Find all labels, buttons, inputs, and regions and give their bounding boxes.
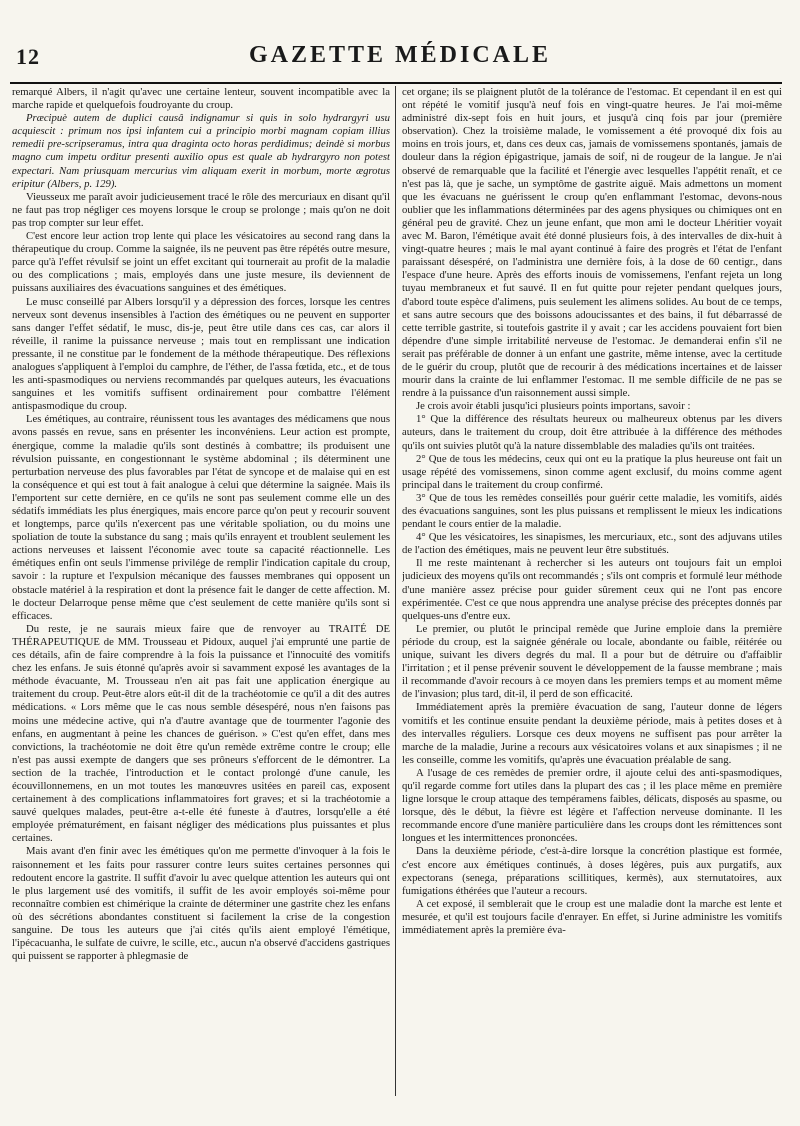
paragraph: A l'usage de ces remèdes de premier ordre, il ajoute celui des anti-spasmodiques, qu'il regarde comme fort utiles dans la plupart des cas ; il les place même en première ligne lorsque le croup attaque des tempéramens faibles, délicats, disposés au spasme, ou lorsque, dès le début, la fièvre est légère et l'affection nerveuse dominante. Il les recommande encore d'une manière particulière dans les croups dont les rémittences sont longues et les intermittences prononcées. xyxy=(402,766,782,845)
paragraph: Immédiatement après la première évacuation de sang, l'auteur donne de légers vomitifs et les continue ensuite pendant la deuxième période, mais à petites doses et à des intervalles réguliers. Lorsque ces deux moyens ne suffisent pas pour arrêter la marche de la maladie, Jurine a recours aux vésicatoires volans et aux sinapismes ; il ne les conseille, comme les vomitifs, qu'après une évacuation préalable de sang. xyxy=(402,701,782,766)
paragraph: remarqué Albers, il n'agit qu'avec une certaine lenteur, souvent incompatible avec la marche rapide et quelquefois foudroyante du croup. xyxy=(12,86,390,112)
list-item: 4° Que les vésicatoires, les sinapismes, les mercuriaux, etc., sont des adjuvans utiles de l'action des émétiques, mais ne peuvent leur être substitués. xyxy=(402,531,782,557)
header-rule xyxy=(10,82,782,84)
right-column xyxy=(402,86,782,1106)
paragraph: Du reste, je ne saurais mieux faire que de renvoyer au TRAITÉ DE THÉRAPEUTIQUE de MM. Trousseau et Pidoux, auquel j'ai emprunté une partie de ces détails, afin de faire comprendre à la fois la puissance et l'innocuité des vomitifs chez les enfans. Je suis étonné qu'après avoir si savamment exposé les avantages de la méthode évacuante, M. Trousseau n'en ait pas fait une application énergique au traitement du croup. Peut-être alors eût-il dit de la trachéotomie ce qu'il a dit des autres médications. « Lors même que le cas nous semble désespéré, nous n'en faisons pas moins une médecine active, qui n'a d'autre avantage que de tourmenter l'agonie des enfans, en augmentant à peine les chances de guérison. » C'est qu'en effet, dans mes convictions, la trachéotomie ne doit être qu'un remède extrême contre le croup; elle n'est pas aussi exempte de dangers que ses prôneurs s'efforcent de le démontrer. La section de la trachée, l'introduction et le contact prolongé d'une canule, les écouvillonnemens, en un mot toutes les manœuvres usitées en pareil cas, exposent certainement à des complications inflammatoires fort graves; et si la trachéotomie a sauvé quelques malades, peut-être a-t-elle été funeste à d'autres, lorsqu'elle a été employée prématurément, en faisant négliger des médications plus puissantes et plus certaines. xyxy=(12,622,390,845)
paragraph: Il me reste maintenant à rechercher si les auteurs ont toujours fait un emploi judicieux des moyens qu'ils ont recommandés ; s'ils ont compris et formulé leur méthode d'une manière assez précise pour guider sûrement ceux qui ne l'ont pas encore expérimentée. C'est ce que nous apprendra une analyse précise des préceptes donnés par quelques-uns d'entre eux. xyxy=(402,557,782,622)
page-title: GAZETTE MÉDICALE xyxy=(248,42,552,68)
paragraph: Le musc conseillé par Albers lorsqu'il y a dépression des forces, lorsque les centres nerveux sont devenus insensibles à l'action des émétiques ou ne peuvent en supporter sans danger l'effet sédatif, le musc, dis-je, peut être utile dans ces cas, car alors il réveille, il ranime la puissance nerveuse ; mais tout en remplissant une indication pressante, il ne constitue par le fondement de la méthode thérapeutique. Des réflexions analogues s'appliquent à l'emploi du camphre, de l'éther, de l'assa fœtida, etc., et de tous les anti-spasmodiques ou nerviens recommandés par quelques auteurs, les évacuations sanguines et les vomitifs suffisent ordinairement pour combattre l'élément antispasmodique du croup. xyxy=(12,295,390,413)
left-column xyxy=(12,86,390,1106)
paragraph: Les émétiques, au contraire, réunissent tous les avantages des médicamens que nous avons passés en revue, sans en présenter les inconvéniens. Leur action est prompte, énergique, comme la maladie qu'ils sont destinés à combattre; ils produisent une révulsion puissante, en congestionnant le système abdominal ; ils déterminent une perturbation nerveuse des plus favorables par l'état de syncope et de malaise qui en est la conséquence et qui est tout à fait analogue à celui que détermine la saignée. Mais ils l'emportent sur cette dernière, en ce qu'ils ne sont pas seulement comme elle un des sédatifs immédiats les plus énergiques, mais encore parce qu'on peut y recourir souvent et longtemps, parce qu'ils n'exercent pas une véritable spoliation, ou du moins une spoliation de toute la substance du sang ; mais qu'ils enrayent et troublent seulement les actions nerveuses et laissent l'économie avec toute sa capacité réactionnelle. Les émétiques enfin ont seuls l'immense privilége de remplir l'indication capitale du croup, savoir : la rupture et l'expulsion mécanique des fausses membranes qui opposent un obstacle matériel à la respiration et dont la présence fait le danger de cette affection. M. le docteur Delarroque pense même que c'est seulement de cette manière qu'ils sont si efficaces. xyxy=(12,413,390,622)
paragraph: C'est encore leur action trop lente qui place les vésicatoires au second rang dans la thérapeutique du croup. Comme la saignée, ils ne peuvent pas être répétés outre mesure, parce qu'à l'effet révulsif se joint un effet excitant qui tournerait au profit de la maladie ou des complications ; mais, employés dans une juste mesure, ils deviennent de puissans auxiliaires des évacuations sanguines et des émétiques. xyxy=(12,230,390,295)
paragraph: Dans la deuxième période, c'est-à-dire lorsque la concrétion plastique est formée, c'est encore aux émétiques continués, à doses légères, puis aux purgatifs, aux expectorans (senega, préparations scillitiques, kermès), aux sternutatoires, aux fumigations éthérées que l'auteur a recours. xyxy=(402,845,782,897)
paragraph: Vieusseux me paraît avoir judicieusement tracé le rôle des mercuriaux en disant qu'il ne faut pas trop négliger ces moyens lorsque le croup se prolonge ; mais qu'on ne doit pas trop compter sur leur effet. xyxy=(12,190,390,229)
latin-quotation: Præcipuè autem de duplici causâ indignamur si quis in solo hydrargyri usu acquiescit : primum nos ipsi infantem cui a principio morbi magnam copiam illius remedii pre-scripseramus, intra qua draginta octo horas perdidimus; deindè si morbus magno cum impetu orditur presenti auxilio opus est quale ab hydrargyro non potest expectari. Nam priusquam mercurius vim aliquam exerit in morbum, morte ægrotus eripitur (Albers, p. 129). xyxy=(12,112,390,190)
column-divider xyxy=(395,86,396,1096)
paragraph: Je crois avoir établi jusqu'ici plusieurs points importans, savoir : xyxy=(416,400,691,413)
list-item: 1° Que la différence des résultats heureux ou malheureux obtenus par les divers auteurs, dans le traitement du croup, doit être attribuée à la différence des méthodes qu'ils ont suivies plutôt qu'à la nature dissemblable des maladies qu'ils ont traitées. xyxy=(402,413,782,452)
paragraph: Mais avant d'en finir avec les émétiques qu'on me permette d'invoquer à la fois le raisonnement et les faits pour rassurer contre leurs suites certaines personnes qui redoutent encore la gastrite. Il suffit d'avoir lu avec quelque attention les auteurs qui ont le plus largement usé des vomitifs, il suffit de les avoir employés soi-même pour reconnaître combien est chimérique la crainte de déterminer une gastrite chez les enfans où des sécrétions abondantes constituent si facilement la crise de la congestion sanguine. De tous les auteurs que j'ai cités qu'ils aient employé l'émétique, l'ipécacuanha, le sulfate de cuivre, le scille, etc., aucun n'a observé d'accidens gastriques qui puissent se rapporter à phlegmasie de xyxy=(12,845,390,963)
list-item: 3° Que de tous les remèdes conseillés pour guérir cette maladie, les vomitifs, aidés des évacuations sanguines, sont les plus puissans et remplissent le mieux les indications pendant le cours entier de la maladie. xyxy=(402,491,782,531)
paragraph: A cet exposé, il semblerait que le croup est une maladie dont la marche est lente et mesurée, et qu'il est toujours facile d'enrayer. En effet, si Jurine administre les vomitifs immédiatement après la première éva- xyxy=(402,897,782,936)
paragraph: cet organe; ils se plaignent plutôt de la tolérance de l'estomac. Et cependant il en est qui ont répété le vomitif jusqu'à neuf fois en vingt-quatre heures. Je l'ai moi-même administré dix-sept fois en huit jours, et jusqu'à cinq fois par jour (première observation). Chez la troisième malade, le vomissement a été provoqué dix fois au moins en trois jours, et, dans ces deux cas, jamais de vomissemens spontanés, jamais de douleur dans la région épigastrique, jamais de soif, ni de rougeur de la langue. Je n'ai observé de remarquable que la facilité et l'énergie avec lesquelles l'appétit renaît, et ce n'est pas là, que je sache, un symptôme de gastrite aiguë. Mais admettons un moment que les évacuans ne guérissent le croup qu'en enflammant l'estomac, devons-nous oublier que les inflammations déterminées par des agens physiques ou chimiques ont en général peu de gravité. Chez un jeune enfant, que mon ami le docteur Lhéritier voyait avec M. Baron, l'émétique avait été donné plusieurs fois, à des intervalles de dix-huit à vingt-quatre heures ; mais le mal ayant continué à faire des progrès et l'état de l'enfant paraissant désespéré, on l'administra une dernière fois, à la dose de 60 centigr., dans l'espace d'une heure. Après des efforts inouis de vomissemens, l'enfant rejeta un long tuyau membraneux et fut sauvé. Il en fut quitte pour rejeter pendant quelques jours, d'abord toute espèce d'alimens, puis seulement les alimens solides. Au bout de ce temps, et sans autre secours que des boissons adoucissantes et des bains, il fut débarrassé de cette terrible gastrite, si toutefois gastrite il y avait ; car les accidens pouvaient fort bien dépendre d'une simple irritabilité nerveuse de l'estomac. Je demanderai enfin s'il ne serait pas préférable de donner à un enfant une gastrite, même intense, avec la certitude de le guérir du croup, plutôt que de recourir à des médications incertaines et de laisser mourir dans la crainte de lui enflammer l'estomac. Il me semble difficile de ne pas se rendre à la puissance d'un raisonnement aussi simple. xyxy=(402,86,782,400)
paragraph: Le premier, ou plutôt le principal remède que Jurine emploie dans la première période du croup, est la saignée générale ou locale, abondante ou faible, réitérée ou unique, suivant les divers degrés du mal. Il a pour but de détruire ou d'affaiblir l'irritation ; et il pense prévenir souvent le développement de la fausse membrane ; mais il recommande d'avoir recours à ce moyen dans les premiers temps et au moment même de l'invasion; plus tard, dit-il, il perd de son efficacité. xyxy=(402,622,782,701)
page-number: 12 xyxy=(16,44,40,69)
list-item: 2° Que de tous les médecins, ceux qui ont eu la pratique la plus heureuse ont fait un usage répété des vomissemens, sinon comme agent exclusif, du moins comme agent principal dans le traitement du croup confirmé. xyxy=(402,452,782,491)
page-header xyxy=(14,40,786,76)
